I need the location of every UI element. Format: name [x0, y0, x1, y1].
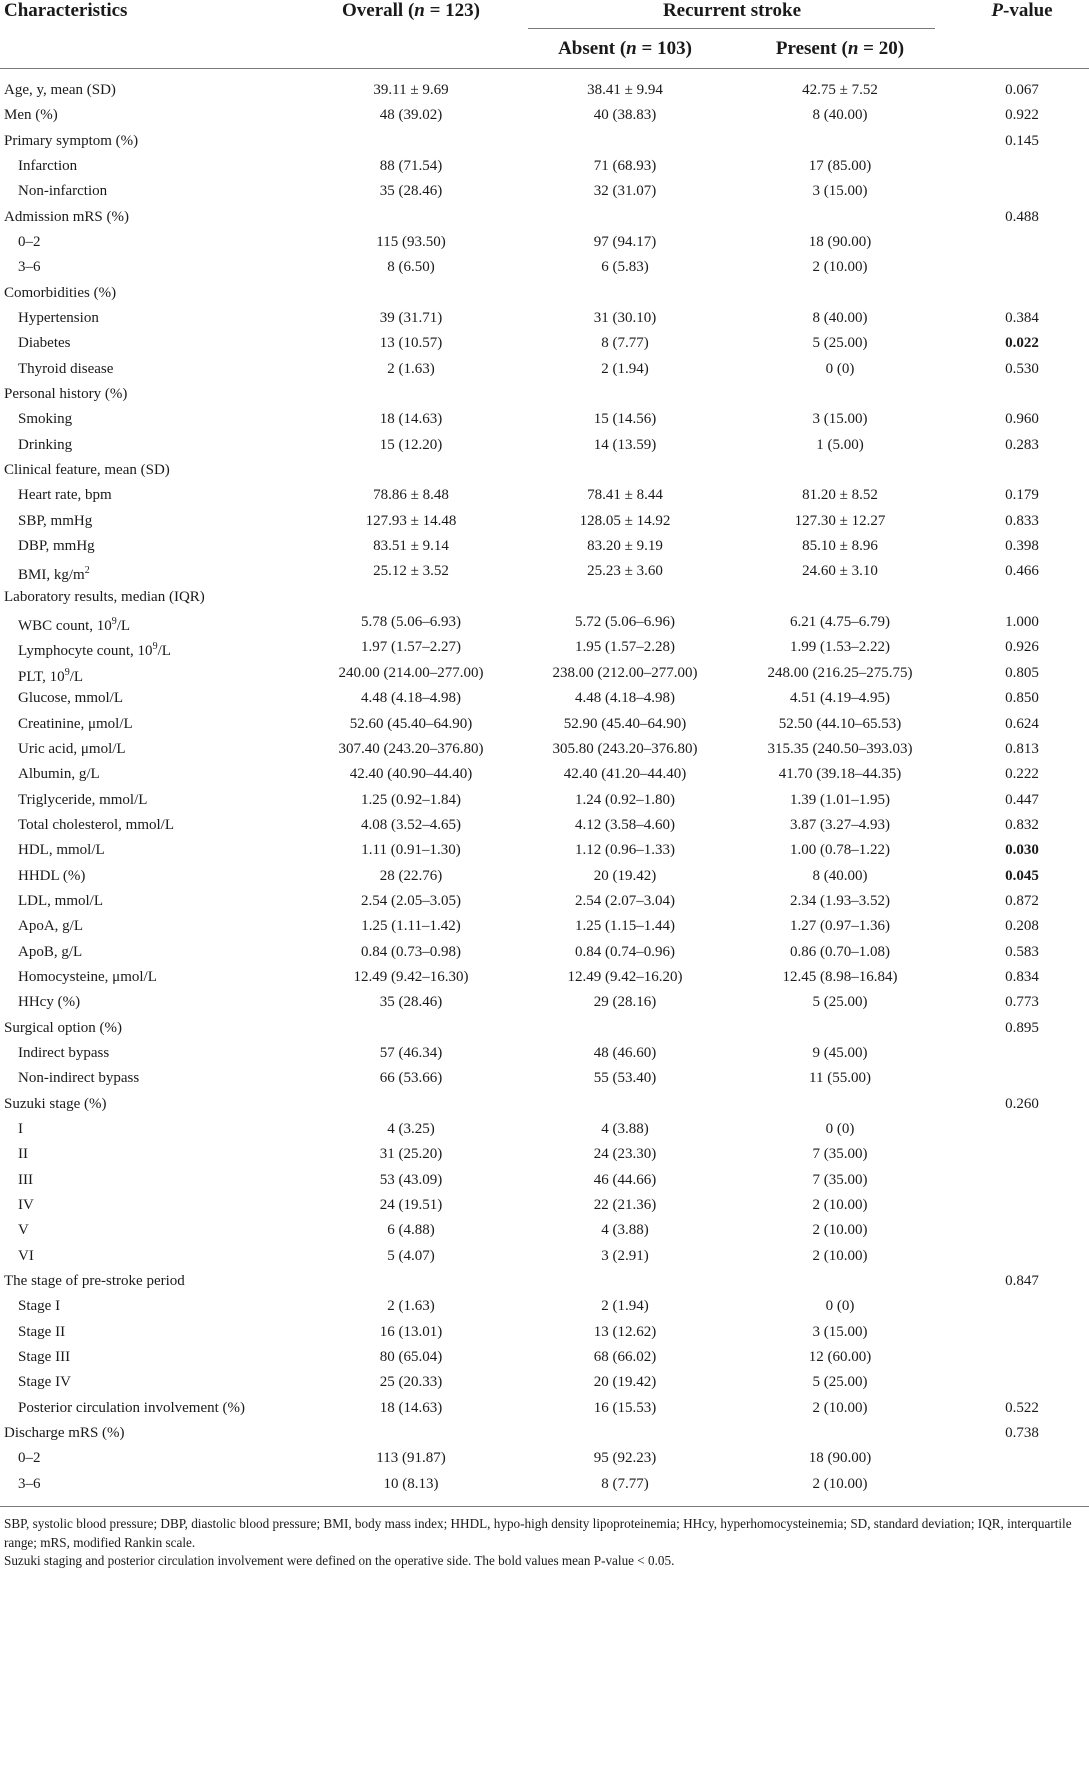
- overall-value: 113 (91.87): [376, 1450, 446, 1467]
- overall-value: 1.11 (0.91–1.30): [361, 842, 461, 859]
- table-row: [0, 1292, 1089, 1320]
- present-value: 2 (10.00): [812, 1247, 868, 1264]
- present-value: 6.21 (4.75–6.79): [790, 614, 890, 631]
- present-value: 1 (5.00): [816, 436, 864, 453]
- table-row: [0, 583, 1089, 611]
- table-row: [0, 152, 1089, 180]
- p-value: 0.466: [1005, 563, 1039, 580]
- overall-value: 1.97 (1.57–2.27): [361, 639, 461, 656]
- row-label: DBP, mmHg: [18, 538, 95, 555]
- header-bottom-rule: [0, 68, 1089, 69]
- overall-value: 35 (28.46): [379, 183, 443, 200]
- row-label: Smoking: [18, 411, 73, 428]
- absent-value: 128.05 ± 14.92: [579, 512, 671, 529]
- overall-value: 2.54 (2.05–3.05): [361, 892, 461, 909]
- row-label: III: [18, 1171, 33, 1188]
- present-value: 9 (45.00): [812, 1044, 868, 1061]
- row-label: Uric acid, μmol/L: [18, 740, 126, 757]
- row-label: Total cholesterol, mmol/L: [18, 816, 174, 833]
- absent-value: 78.41 ± 8.44: [587, 487, 663, 504]
- p-value: 0.030: [1005, 842, 1039, 859]
- absent-value: 4.12 (3.58–4.60): [575, 816, 675, 833]
- present-value: 81.20 ± 8.52: [802, 487, 878, 504]
- table-row: [0, 101, 1089, 129]
- overall-value: 12.49 (9.42–16.30): [353, 968, 469, 985]
- present-value: 315.35 (240.50–393.03): [767, 740, 913, 757]
- absent-value: 14 (13.59): [593, 436, 657, 453]
- row-label: Albumin, g/L: [18, 766, 100, 783]
- p-value: 0.384: [1005, 310, 1039, 327]
- table-row: [0, 1191, 1089, 1219]
- present-value: 85.10 ± 8.96: [802, 538, 878, 555]
- row-label: Stage I: [18, 1298, 61, 1315]
- present-value: 5 (25.00): [812, 1374, 868, 1391]
- present-value: 3.87 (3.27–4.93): [790, 816, 890, 833]
- absent-value: 40 (38.83): [593, 107, 657, 124]
- row-label: 3–6: [18, 1475, 41, 1492]
- overall-value: 127.93 ± 14.48: [365, 512, 457, 529]
- p-value: 0.398: [1005, 538, 1039, 555]
- table-row: [0, 862, 1089, 890]
- present-value: 2.34 (1.93–3.52): [790, 892, 890, 909]
- present-value: 7 (35.00): [812, 1146, 868, 1163]
- absent-value: 22 (21.36): [593, 1196, 657, 1213]
- overall-value: 4.48 (4.18–4.98): [361, 690, 461, 707]
- row-label: Drinking: [18, 436, 73, 453]
- p-value: 0.222: [1005, 766, 1039, 783]
- row-label: ApoB, g/L: [18, 943, 83, 960]
- present-value: 2 (10.00): [812, 259, 868, 276]
- present-value: 8 (40.00): [812, 867, 868, 884]
- absent-value: 4 (3.88): [601, 1222, 649, 1239]
- absent-value: 38.41 ± 9.94: [587, 82, 663, 98]
- present-value: 127.30 ± 12.27: [794, 512, 886, 529]
- row-label: Triglyceride, mmol/L: [18, 791, 148, 808]
- p-value: 0.530: [1005, 360, 1039, 377]
- present-value: 24.60 ± 3.10: [802, 563, 878, 580]
- present-value: 8 (40.00): [812, 310, 868, 327]
- present-value: 3 (15.00): [812, 411, 868, 428]
- absent-value: 4.48 (4.18–4.98): [575, 690, 675, 707]
- header-subrule: [528, 28, 935, 29]
- overall-value: 24 (19.51): [379, 1196, 443, 1213]
- overall-value: 1.25 (1.11–1.42): [361, 918, 461, 935]
- header-recurrent-stroke: Recurrent stroke: [662, 0, 802, 21]
- table-row: [0, 988, 1089, 1016]
- absent-value: 1.95 (1.57–2.28): [575, 639, 675, 656]
- p-value: 0.488: [1005, 208, 1039, 225]
- p-value: 0.283: [1005, 436, 1039, 453]
- absent-value: 29 (28.16): [593, 994, 657, 1011]
- header-characteristics: Characteristics: [4, 0, 128, 21]
- present-value: 12.45 (8.98–16.84): [782, 968, 898, 985]
- overall-value: 6 (4.88): [387, 1222, 435, 1239]
- p-value: 1.000: [1005, 614, 1039, 631]
- overall-value: 307.40 (243.20–376.80): [338, 740, 484, 757]
- p-value: 0.832: [1005, 816, 1039, 833]
- row-label: 0–2: [18, 234, 41, 251]
- absent-value: 238.00 (212.00–277.00): [552, 664, 698, 681]
- present-value: 0.86 (0.70–1.08): [790, 943, 890, 960]
- present-value: 2 (10.00): [812, 1222, 868, 1239]
- overall-value: 25.12 ± 3.52: [373, 563, 449, 580]
- table-row: [0, 405, 1089, 433]
- present-value: 18 (90.00): [808, 1450, 872, 1467]
- footnote-abbreviations: SBP, systolic blood pressure; DBP, diastolic blood pressure; BMI, body mass index; HHDL, hypo-high density lipoproteinemia; HHcy, hyperhomocysteinemia; SD, standard deviation; IQR, interquartile range; mRS, modified Rankin scale.: [4, 1516, 1072, 1550]
- overall-value: 2 (1.63): [387, 360, 435, 377]
- table-row: [0, 1115, 1089, 1143]
- present-value: 18 (90.00): [808, 234, 872, 251]
- table-row: [0, 1039, 1089, 1067]
- p-value: 0.922: [1005, 107, 1039, 124]
- row-label: Heart rate, bpm: [18, 487, 112, 504]
- absent-value: 20 (19.42): [593, 1374, 657, 1391]
- overall-value: 5.78 (5.06–6.93): [361, 614, 461, 631]
- row-label: SBP, mmHg: [18, 512, 93, 529]
- row-label: Posterior circulation involvement (%): [18, 1399, 246, 1416]
- table-row: [0, 1419, 1089, 1447]
- present-value: 2 (10.00): [812, 1196, 868, 1213]
- footnote-note: Suzuki staging and posterior circulation involvement were defined on the operative side. The bold values mean P-value < 0.05.: [4, 1553, 675, 1568]
- present-value: 8 (40.00): [812, 107, 868, 124]
- absent-value: 68 (66.02): [593, 1349, 657, 1365]
- table-row: [0, 786, 1089, 814]
- row-label: HHDL (%): [18, 867, 86, 884]
- p-value: 0.260: [1005, 1095, 1039, 1112]
- table-row: [0, 608, 1089, 636]
- row-label: BMI, $kg/m^2$: [18, 565, 90, 584]
- table-row: [0, 887, 1089, 915]
- p-value: 0.447: [1005, 791, 1039, 808]
- table-row: [0, 203, 1089, 231]
- present-value: 11 (55.00): [809, 1070, 871, 1087]
- table-row: [0, 684, 1089, 712]
- absent-value: 15 (14.56): [593, 411, 657, 428]
- p-value: 0.813: [1005, 740, 1039, 757]
- table-row: [0, 279, 1089, 307]
- overall-value: 240.00 (214.00–277.00): [338, 664, 484, 681]
- absent-value: 24 (23.30): [593, 1146, 657, 1163]
- overall-value: 31 (25.20): [379, 1146, 443, 1163]
- header-p-value: P-value: [991, 0, 1053, 21]
- table-row: [0, 735, 1089, 763]
- row-label: The stage of pre-stroke period: [4, 1272, 185, 1289]
- overall-value: 18 (14.63): [379, 411, 443, 428]
- present-value: 2 (10.00): [812, 1475, 868, 1492]
- absent-value: 3 (2.91): [601, 1247, 649, 1264]
- table-row: [0, 481, 1089, 509]
- row-label: HDL, mmol/L: [18, 842, 105, 859]
- row-label: WBC count, $10^9/L$: [18, 616, 131, 635]
- present-value: 5 (25.00): [812, 335, 868, 352]
- table-row: [0, 836, 1089, 864]
- present-value: 17 (85.00): [808, 158, 872, 175]
- overall-value: 39 (31.71): [379, 310, 443, 327]
- p-value: 0.805: [1005, 664, 1039, 681]
- header-present: Present (n = 20): [775, 38, 905, 59]
- row-label: II: [18, 1146, 28, 1163]
- row-label: LDL, mmol/L: [18, 892, 103, 909]
- p-value: 0.960: [1005, 411, 1039, 428]
- overall-value: 57 (46.34): [379, 1044, 443, 1061]
- table-row: [0, 1242, 1089, 1270]
- overall-value: 4.08 (3.52–4.65): [361, 816, 461, 833]
- absent-value: 46 (44.66): [593, 1171, 657, 1188]
- absent-value: 13 (12.62): [593, 1323, 657, 1340]
- absent-value: 20 (19.42): [593, 867, 657, 884]
- row-label: Admission mRS (%): [4, 208, 130, 225]
- overall-value: 52.60 (45.40–64.90): [349, 715, 473, 732]
- overall-value: 88 (71.54): [379, 158, 443, 175]
- p-value: 0.624: [1005, 715, 1039, 732]
- row-label: Primary symptom (%): [4, 132, 139, 149]
- absent-value: 1.12 (0.96–1.33): [575, 842, 675, 859]
- overall-value: 18 (14.63): [379, 1399, 443, 1416]
- row-label: ApoA, g/L: [18, 918, 83, 935]
- absent-value: 1.24 (0.92–1.80): [575, 791, 675, 808]
- table-row: [0, 1216, 1089, 1244]
- present-value: 4.51 (4.19–4.95): [790, 690, 890, 707]
- row-label: Non-indirect bypass: [18, 1070, 140, 1087]
- row-label: Men (%): [4, 107, 58, 124]
- table-row: [0, 938, 1089, 966]
- row-label: Stage III: [18, 1349, 71, 1365]
- present-value: 248.00 (216.25–275.75): [767, 664, 913, 681]
- present-value: 7 (35.00): [812, 1171, 868, 1188]
- overall-value: 2 (1.63): [387, 1298, 435, 1315]
- table-row: [0, 1318, 1089, 1346]
- table-row: [0, 811, 1089, 839]
- row-label: V: [18, 1222, 29, 1239]
- row-label: Non-infarction: [18, 183, 108, 200]
- present-value: 3 (15.00): [812, 1323, 868, 1340]
- present-value: 1.00 (0.78–1.22): [790, 842, 890, 859]
- table-row: [0, 1444, 1089, 1472]
- absent-value: 97 (94.17): [593, 234, 657, 251]
- p-value: 0.738: [1005, 1425, 1039, 1442]
- table-row: [0, 1368, 1089, 1396]
- p-value: 0.872: [1005, 892, 1039, 909]
- table-row: [0, 304, 1089, 332]
- overall-value: 16 (13.01): [379, 1323, 443, 1340]
- table-row: [0, 532, 1089, 560]
- row-label: VI: [18, 1247, 34, 1264]
- overall-value: 39.11 ± 9.69: [373, 82, 449, 98]
- table-row: [0, 228, 1089, 256]
- table-row: [0, 1014, 1089, 1042]
- table-row: [0, 1470, 1089, 1498]
- overall-value: 66 (53.66): [379, 1070, 443, 1087]
- table-row: [0, 456, 1089, 484]
- present-value: 1.99 (1.53–2.22): [790, 639, 890, 656]
- absent-value: 32 (31.07): [593, 183, 657, 200]
- table-row: [0, 659, 1089, 687]
- row-label: Discharge mRS (%): [4, 1425, 125, 1442]
- overall-value: 48 (39.02): [379, 107, 443, 124]
- row-label: Comorbidities (%): [4, 284, 117, 301]
- present-value: 0 (0): [825, 1120, 855, 1137]
- p-value: 0.145: [1005, 132, 1039, 149]
- p-value: 0.208: [1005, 918, 1039, 935]
- row-label: IV: [18, 1196, 34, 1213]
- row-label: Stage II: [18, 1323, 66, 1340]
- present-value: 42.75 ± 7.52: [802, 82, 878, 98]
- header-overall: Overall (n = 123): [341, 0, 481, 21]
- absent-value: 5.72 (5.06–6.96): [575, 614, 675, 631]
- row-label: Surgical option (%): [4, 1019, 123, 1036]
- present-value: 12 (60.00): [808, 1349, 872, 1365]
- row-label: Indirect bypass: [18, 1044, 110, 1061]
- overall-value: 53 (43.09): [379, 1171, 443, 1188]
- overall-value: 0.84 (0.73–0.98): [361, 943, 461, 960]
- row-label: Thyroid disease: [18, 360, 114, 377]
- p-value: 0.045: [1005, 867, 1039, 884]
- p-value: 0.850: [1005, 690, 1039, 707]
- absent-value: 83.20 ± 9.19: [587, 538, 663, 555]
- absent-value: 52.90 (45.40–64.90): [563, 715, 687, 732]
- p-value: 0.179: [1005, 487, 1039, 504]
- present-value: 0 (0): [825, 360, 855, 377]
- present-value: 5 (25.00): [812, 994, 868, 1011]
- row-label: PLT, $10^9/L$: [18, 666, 84, 685]
- table-bottom-rule: [0, 1506, 1089, 1507]
- table-row: [0, 355, 1089, 383]
- overall-value: 115 (93.50): [376, 234, 446, 251]
- absent-value: 8 (7.77): [601, 1475, 649, 1492]
- p-value: 0.583: [1005, 943, 1039, 960]
- absent-value: 4 (3.88): [601, 1120, 649, 1137]
- table-row: [0, 1166, 1089, 1194]
- row-label: 0–2: [18, 1450, 41, 1467]
- overall-value: 5 (4.07): [387, 1247, 435, 1264]
- row-label: Clinical feature, mean (SD): [4, 462, 170, 479]
- row-label: Age, y, mean (SD): [4, 82, 116, 98]
- row-label: Creatinine, μmol/L: [18, 715, 133, 732]
- overall-value: 78.86 ± 8.48: [373, 487, 449, 504]
- table-row: [0, 633, 1089, 661]
- table-row: [0, 1394, 1089, 1422]
- present-value: 3 (15.00): [812, 183, 868, 200]
- overall-value: 1.25 (0.92–1.84): [361, 791, 461, 808]
- absent-value: 42.40 (41.20–44.40): [563, 766, 687, 783]
- overall-value: 4 (3.25): [387, 1120, 435, 1137]
- row-label: Lymphocyte count, $10^9/L$: [18, 641, 171, 660]
- absent-value: 16 (15.53): [593, 1399, 657, 1416]
- table-row: [0, 177, 1089, 205]
- p-value: 0.773: [1005, 994, 1039, 1011]
- overall-value: 28 (22.76): [379, 867, 443, 884]
- table-row: [0, 431, 1089, 459]
- absent-value: 12.49 (9.42–16.20): [567, 968, 683, 985]
- overall-value: 25 (20.33): [379, 1374, 443, 1391]
- absent-value: 2.54 (2.07–3.04): [575, 892, 675, 909]
- overall-value: 35 (28.46): [379, 994, 443, 1011]
- p-value: 0.067: [1005, 82, 1039, 98]
- present-value: 1.27 (0.97–1.36): [790, 918, 890, 935]
- absent-value: 2 (1.94): [601, 1298, 649, 1315]
- p-value: 0.022: [1005, 335, 1039, 352]
- row-label: Hypertension: [18, 310, 99, 327]
- absent-value: 95 (92.23): [593, 1450, 657, 1467]
- table-row: [0, 380, 1089, 408]
- table-row: [0, 1343, 1089, 1371]
- p-value: 0.895: [1005, 1019, 1039, 1036]
- table-row: [0, 1090, 1089, 1118]
- overall-value: 80 (65.04): [379, 1349, 443, 1365]
- present-value: 1.39 (1.01–1.95): [790, 791, 890, 808]
- table-row: [0, 760, 1089, 788]
- overall-value: 15 (12.20): [379, 436, 443, 453]
- p-value: 0.834: [1005, 968, 1039, 985]
- table-row: [0, 557, 1089, 585]
- row-label: I: [18, 1120, 23, 1137]
- table-row: [0, 1064, 1089, 1092]
- row-label: HHcy (%): [18, 994, 81, 1011]
- p-value: 0.833: [1005, 512, 1039, 529]
- overall-value: 42.40 (40.90–44.40): [349, 766, 473, 783]
- overall-value: 83.51 ± 9.14: [373, 538, 449, 555]
- table-row: [0, 1267, 1089, 1295]
- table-row: [0, 963, 1089, 991]
- table-row: [0, 76, 1089, 104]
- row-label: Diabetes: [18, 335, 71, 352]
- present-value: 41.70 (39.18–44.35): [778, 766, 902, 783]
- absent-value: 0.84 (0.74–0.96): [575, 943, 675, 960]
- present-value: 2 (10.00): [812, 1399, 868, 1416]
- table-row: [0, 329, 1089, 357]
- table-row: [0, 710, 1089, 738]
- absent-value: 6 (5.83): [601, 259, 649, 276]
- row-label: Homocysteine, μmol/L: [18, 968, 157, 985]
- table-row: [0, 127, 1089, 155]
- absent-value: 31 (30.10): [593, 310, 657, 327]
- p-value: 0.926: [1005, 639, 1039, 656]
- table-row: [0, 253, 1089, 281]
- absent-value: 305.80 (243.20–376.80): [552, 740, 698, 757]
- p-value: 0.522: [1005, 1399, 1039, 1416]
- header-absent: Absent (n = 103): [558, 38, 692, 59]
- overall-value: 8 (6.50): [387, 259, 435, 276]
- overall-value: 13 (10.57): [379, 335, 443, 352]
- absent-value: 25.23 ± 3.60: [587, 563, 663, 580]
- absent-value: 1.25 (1.15–1.44): [575, 918, 675, 935]
- table-row: [0, 912, 1089, 940]
- row-label: Personal history (%): [4, 386, 128, 403]
- present-value: 52.50 (44.10–65.53): [778, 715, 902, 732]
- overall-value: 10 (8.13): [383, 1475, 439, 1492]
- row-label: 3–6: [18, 259, 41, 276]
- table-row: [0, 507, 1089, 535]
- row-label: Laboratory results, median (IQR): [4, 588, 205, 605]
- row-label: Infarction: [18, 158, 78, 175]
- absent-value: 48 (46.60): [593, 1044, 657, 1061]
- p-value: 0.847: [1005, 1272, 1039, 1289]
- absent-value: 8 (7.77): [601, 335, 649, 352]
- table-row: [0, 1140, 1089, 1168]
- row-label: Glucose, mmol/L: [18, 690, 123, 707]
- absent-value: 71 (68.93): [593, 158, 657, 175]
- absent-value: 2 (1.94): [601, 360, 649, 377]
- row-label: Stage IV: [18, 1374, 71, 1391]
- present-value: 0 (0): [825, 1298, 855, 1315]
- absent-value: 55 (53.40): [593, 1070, 657, 1087]
- row-label: Suzuki stage (%): [4, 1095, 107, 1112]
